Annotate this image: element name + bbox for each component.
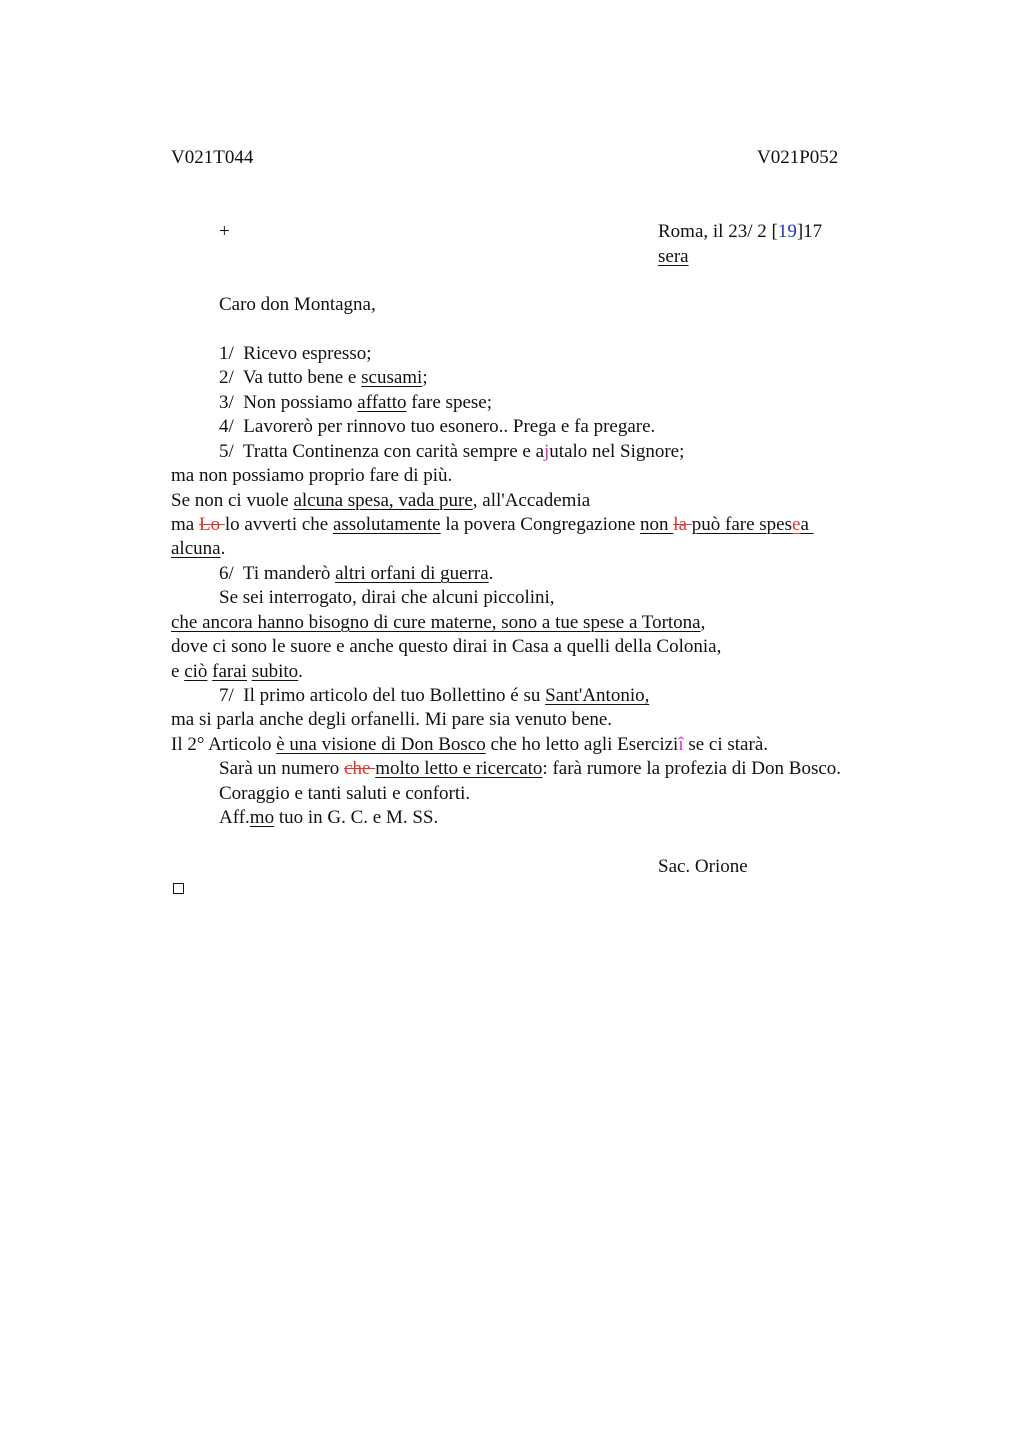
text-line: Se non ci vuole alcuna spesa, vada pure, all'Accademia	[171, 490, 591, 511]
deleted-text: Lo	[198, 514, 225, 535]
text-line: ma non possiamo proprio fare di più.	[171, 465, 453, 486]
corrected-letter: e	[792, 514, 801, 535]
text-line: Se sei interrogato, dirai che alcuni piccolini,	[219, 587, 555, 608]
text-line: che ancora hanno bisogno di cure materne, sono a tue spese a Tortona,	[171, 612, 706, 633]
closing-line: Aff.mo tuo in G. C. e M. SS.	[219, 807, 439, 828]
time-of-day: sera	[658, 246, 689, 267]
item-2: 2/ Va tutto bene e scusami;	[219, 367, 428, 388]
text-line: dove ci sono le suore e anche questo dirai in Casa a quelli della Colonia,	[171, 636, 722, 657]
item-5: 5/ Tratta Continenza con carità sempre e ajutalo nel Signore;	[219, 441, 685, 462]
document-code-right: V021P052	[757, 147, 839, 168]
text-line: e ciò farai subito.	[171, 661, 303, 682]
item-7: 7/ Il primo articolo del tuo Bollettino é su Sant'Antonio,	[219, 685, 650, 706]
closing-line: Coraggio e tanti saluti e conforti.	[219, 783, 471, 804]
date-line: Roma, il 23/ 2 [19]17	[658, 221, 823, 242]
deleted-text: che	[344, 758, 376, 779]
greeting: Caro don Montagna,	[219, 294, 376, 315]
text-line: ma si parla anche degli orfanelli. Mi pare sia venuto bene.	[171, 709, 613, 730]
item-1: 1/ Ricevo espresso;	[219, 343, 372, 364]
item-6: 6/ Ti manderò altri orfani di guerra.	[219, 563, 494, 584]
cross-mark: +	[219, 221, 230, 242]
text-line: Sarà un numero che molto letto e ricercato: farà rumore la profezia di Don Bosco.	[219, 758, 842, 779]
document-code-left: V021T044	[171, 147, 254, 168]
end-box-marker	[173, 883, 184, 894]
item-3: 3/ Non possiamo affatto fare spese;	[219, 392, 492, 413]
text-line: Il 2° Articolo è una visione di Don Bosco che ho letto agli Eserciziî se ci starà.	[171, 734, 768, 755]
signature: Sac. Orione	[658, 856, 748, 877]
year-insert: 19	[777, 221, 797, 242]
text-line: ma Lo lo avverti che assolutamente la povera Congregazione non la può fare spesea	[171, 514, 814, 535]
text-line: alcuna.	[171, 538, 226, 559]
deleted-text: la	[673, 514, 692, 535]
item-4: 4/ Lavorerò per rinnovo tuo esonero.. Prega e fa pregare.	[219, 416, 656, 437]
